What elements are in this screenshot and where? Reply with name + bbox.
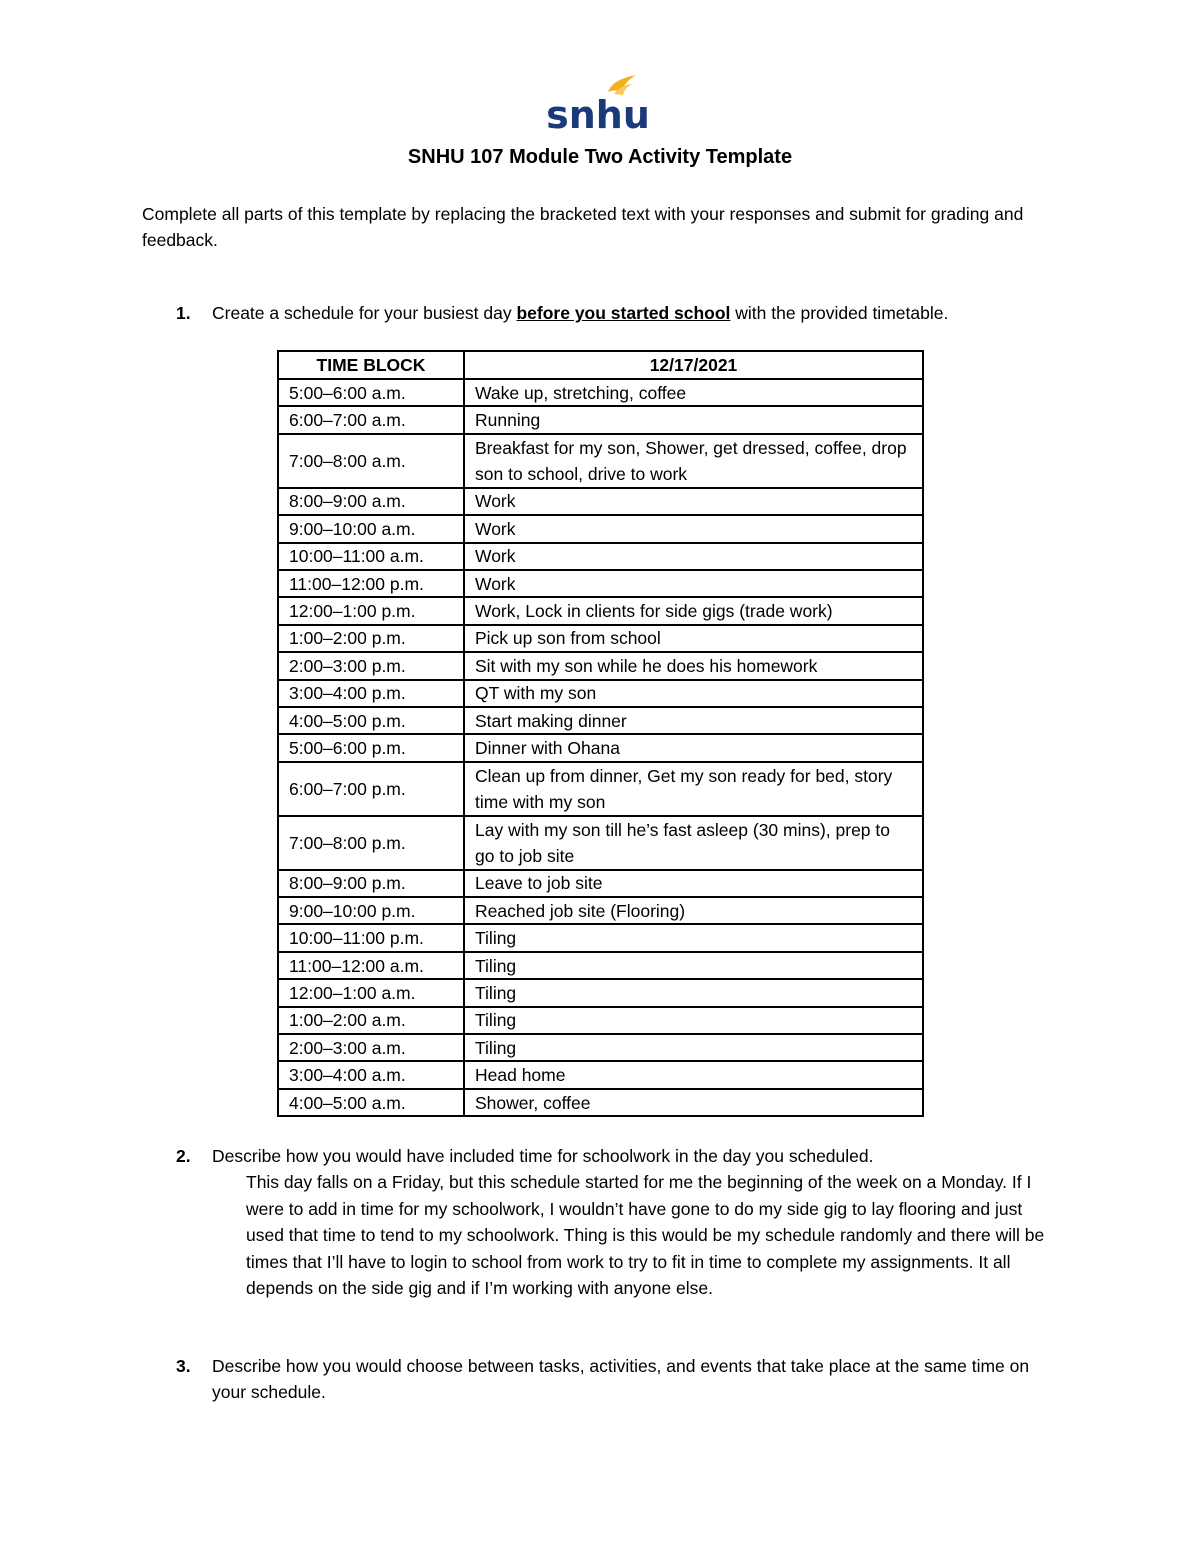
- activity-cell: Wake up, stretching, coffee: [464, 379, 923, 406]
- question-text-after: with the provided timetable.: [730, 303, 949, 323]
- activity-cell: Work: [464, 515, 923, 542]
- activity-cell: Reached job site (Flooring): [464, 897, 923, 924]
- activity-cell: Running: [464, 406, 923, 433]
- activity-cell: Tiling: [464, 1034, 923, 1061]
- table-row: [278, 597, 923, 624]
- activity-cell: Lay with my son till he’s fast asleep (30 mins), prep to go to job site: [464, 816, 923, 870]
- question-number: 1.: [176, 303, 191, 323]
- question-text-emphasis: before you started school: [516, 303, 731, 323]
- question-text-before: Create a schedule for your busiest day: [212, 303, 517, 323]
- time-cell: 6:00–7:00 p.m.: [278, 762, 464, 816]
- question-number: 2.: [176, 1146, 191, 1166]
- activity-cell: Shower, coffee: [464, 1089, 923, 1116]
- schedule-body: [278, 379, 923, 1116]
- activity-cell: Tiling: [464, 1007, 923, 1034]
- question-text: Describe how you would choose between tasks, activities, and events that take place at the same time on your schedule.: [212, 1356, 1030, 1402]
- table-row: [278, 488, 923, 515]
- time-cell: 12:00–1:00 a.m.: [278, 979, 464, 1006]
- time-cell: 10:00–11:00 p.m.: [278, 924, 464, 951]
- question-text: Describe how you would have included time for schoolwork in the day you scheduled.: [212, 1146, 874, 1166]
- logo-text: snhu: [546, 93, 650, 137]
- activity-cell: Sit with my son while he does his homework: [464, 652, 923, 679]
- question-text: [212, 300, 948, 326]
- time-cell: 9:00–10:00 p.m.: [278, 897, 464, 924]
- table-row: [278, 897, 923, 924]
- table-row: [278, 434, 923, 488]
- activity-cell: Clean up from dinner, Get my son ready for bed, story time with my son: [464, 762, 923, 816]
- table-row: [278, 1007, 923, 1034]
- time-cell: 8:00–9:00 p.m.: [278, 870, 464, 897]
- time-cell: 1:00–2:00 p.m.: [278, 625, 464, 652]
- activity-cell: Start making dinner: [464, 707, 923, 734]
- snhu-logo: [546, 72, 650, 137]
- table-row: [278, 924, 923, 951]
- table-row: [278, 543, 923, 570]
- page-title: SNHU 107 Module Two Activity Template: [407, 146, 793, 168]
- time-cell: 7:00–8:00 a.m.: [278, 434, 464, 488]
- time-cell: 3:00–4:00 a.m.: [278, 1061, 464, 1088]
- time-cell: 11:00–12:00 a.m.: [278, 952, 464, 979]
- time-cell: 2:00–3:00 p.m.: [278, 652, 464, 679]
- table-row: [278, 870, 923, 897]
- activity-cell: QT with my son: [464, 680, 923, 707]
- time-cell: 5:00–6:00 a.m.: [278, 379, 464, 406]
- time-cell: 10:00–11:00 a.m.: [278, 543, 464, 570]
- activity-cell: Tiling: [464, 979, 923, 1006]
- table-row: [278, 762, 923, 816]
- flame-icon: [546, 72, 650, 137]
- activity-cell: Dinner with Ohana: [464, 734, 923, 761]
- question-number: 3.: [176, 1356, 191, 1376]
- activity-cell: Tiling: [464, 952, 923, 979]
- table-row: [278, 1089, 923, 1116]
- table-row: [278, 379, 923, 406]
- table-row: [278, 625, 923, 652]
- time-cell: 6:00–7:00 a.m.: [278, 406, 464, 433]
- table-row: [278, 979, 923, 1006]
- activity-cell: Breakfast for my son, Shower, get dressed, coffee, drop son to school, drive to work: [464, 434, 923, 488]
- table-row: [278, 1034, 923, 1061]
- table-row: [278, 570, 923, 597]
- activity-cell: Work, Lock in clients for side gigs (trade work): [464, 597, 923, 624]
- intro-text: Complete all parts of this template by replacing the bracketed text with your responses and submit for grading and feedback.: [142, 204, 1024, 250]
- table-header-row: [278, 351, 923, 379]
- time-cell: 2:00–3:00 a.m.: [278, 1034, 464, 1061]
- time-cell: 7:00–8:00 p.m.: [278, 816, 464, 870]
- time-cell: 3:00–4:00 p.m.: [278, 680, 464, 707]
- time-cell: 9:00–10:00 a.m.: [278, 515, 464, 542]
- activity-cell: Leave to job site: [464, 870, 923, 897]
- table-row: [278, 515, 923, 542]
- activity-cell: Head home: [464, 1061, 923, 1088]
- header-time-block: TIME BLOCK: [278, 351, 464, 379]
- table-row: [278, 406, 923, 433]
- time-cell: 4:00–5:00 a.m.: [278, 1089, 464, 1116]
- table-row: [278, 952, 923, 979]
- activity-cell: Work: [464, 543, 923, 570]
- schedule-table: [277, 350, 924, 1117]
- time-cell: 11:00–12:00 p.m.: [278, 570, 464, 597]
- time-cell: 1:00–2:00 a.m.: [278, 1007, 464, 1034]
- activity-cell: Pick up son from school: [464, 625, 923, 652]
- answer-text: This day falls on a Friday, but this schedule started for me the beginning of the week on a Monday. If I were to add in time for my schoolwork, I wouldn’t have gone to do my side gig to lay flooring and just used that time to tend to my schoolwork. Thing is this would be my schedule randomly and there will be times that I’ll have to login to school from work to try to fit in time to complete my assignments. It all depends on the side gig and if I’m working with anyone else.: [246, 1172, 1045, 1299]
- activity-cell: Work: [464, 488, 923, 515]
- table-row: [278, 707, 923, 734]
- table-row: [278, 734, 923, 761]
- time-cell: 5:00–6:00 p.m.: [278, 734, 464, 761]
- time-cell: 12:00–1:00 p.m.: [278, 597, 464, 624]
- header-date: 12/17/2021: [464, 351, 923, 379]
- table-row: [278, 1061, 923, 1088]
- table-row: [278, 680, 923, 707]
- activity-cell: Work: [464, 570, 923, 597]
- time-cell: 8:00–9:00 a.m.: [278, 488, 464, 515]
- table-row: [278, 816, 923, 870]
- table-row: [278, 652, 923, 679]
- time-cell: 4:00–5:00 p.m.: [278, 707, 464, 734]
- activity-cell: Tiling: [464, 924, 923, 951]
